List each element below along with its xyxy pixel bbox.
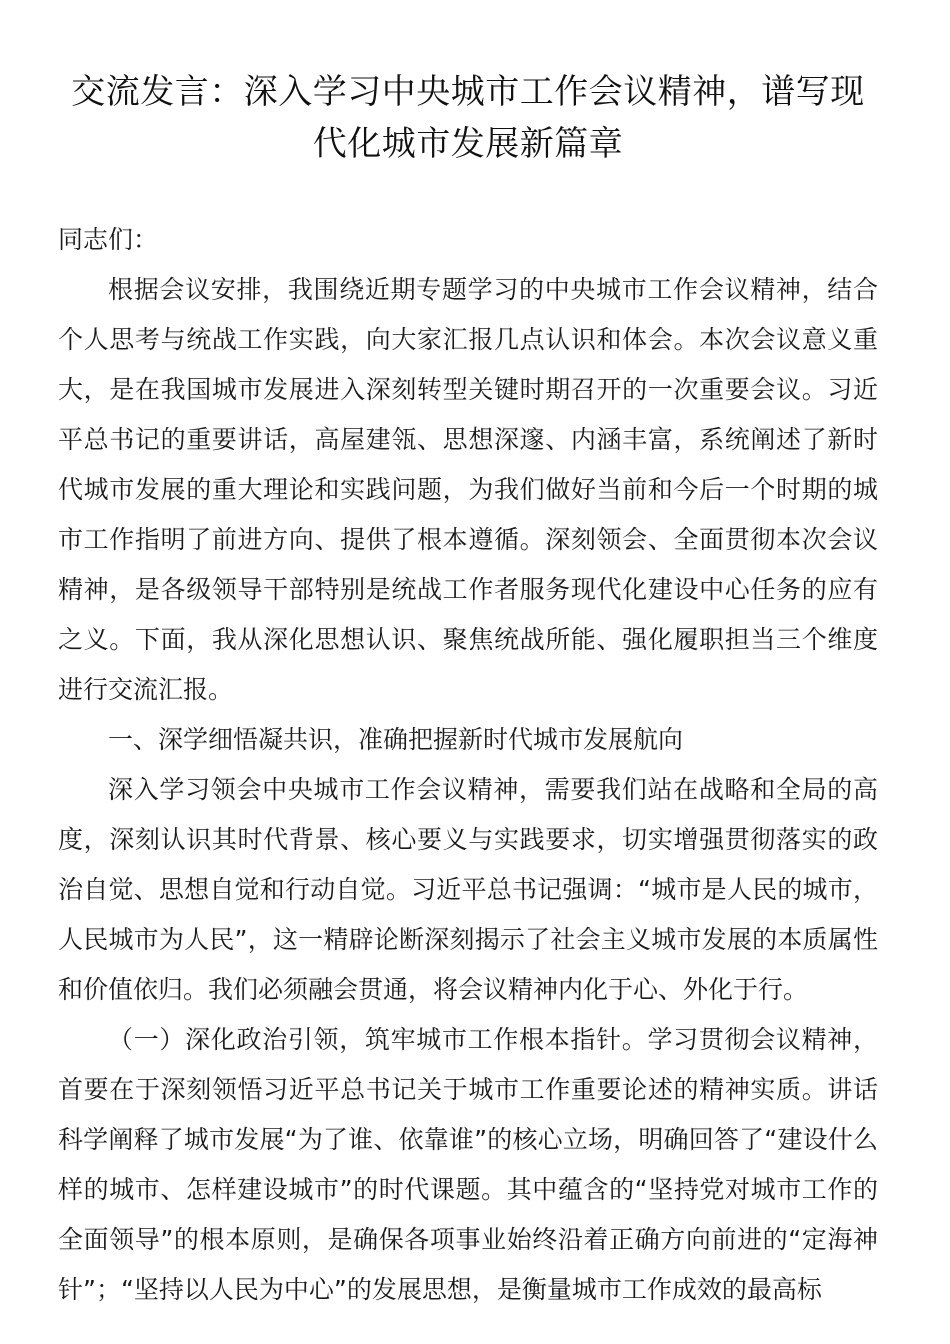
title-line-1: 交流发言：深入学习中央城市工作会议精神，谱写现 xyxy=(71,72,865,112)
paragraph-intro: 根据会议安排，我围绕近期专题学习的中央城市工作会议精神，结合个人思考与统战工作实践，向大家汇报几点认识和体会。本次会议意义重大，是在我国城市发展进入深刻转型关键时期召开的一次重要会议。习近平总书记的重要讲话，高屋建瓴、思想深邃、内涵丰富，系统阐述了新时代城市发展的重大理论和实践问题，为我们做好当前和今后一个时期的城市工作指明了前进方向、提供了根本遵循。深刻领会、全面贯彻本次会议精神，是各级领导干部特别是统战工作者服务现代化建设中心任务的应有之义。下面，我从深化思想认识、聚焦统战所能、强化履职担当三个维度进行交流汇报。 xyxy=(58,275,878,704)
paragraph-subsection-1: （一）深化政治引领，筑牢城市工作根本指针。学习贯彻会议精神，首要在于深刻领悟习近平总书记关于城市工作重要论述的精神实质。讲话科学阐释了城市发展“为了谁、依靠谁”的核心立场，明确回答了“建设什么样的城市、怎样建设城市”的时代课题。其中蕴含的“坚持党对城市工作的全面领导”的根本原则，是确保各项事业始终沿着正确方向前进的“定海神针”；“坚持以人民为中心”的发展思想，是衡量城市工作成效的最高标 xyxy=(58,1025,878,1304)
section-heading-1: 一、深学细悟凝共识，准确把握新时代城市发展航向 xyxy=(108,725,684,754)
paragraph-section-1: 深入学习领会中央城市工作会议精神，需要我们站在战略和全局的高度，深刻认识其时代背景、核心要义与实践要求，切实增强贯彻落实的政治自觉、思想自觉和行动自觉。习近平总书记强调：“城市是人民的城市，人民城市为人民”，这一精辟论断深刻揭示了社会主义城市发展的本质属性和价值依归。我们必须融会贯通，将会议精神内化于心、外化于行。 xyxy=(58,775,878,1004)
document-body xyxy=(58,215,878,1315)
document-title xyxy=(58,66,878,170)
title-line-2: 代化城市发展新篇章 xyxy=(312,124,624,164)
salutation: 同志们： xyxy=(58,225,159,254)
